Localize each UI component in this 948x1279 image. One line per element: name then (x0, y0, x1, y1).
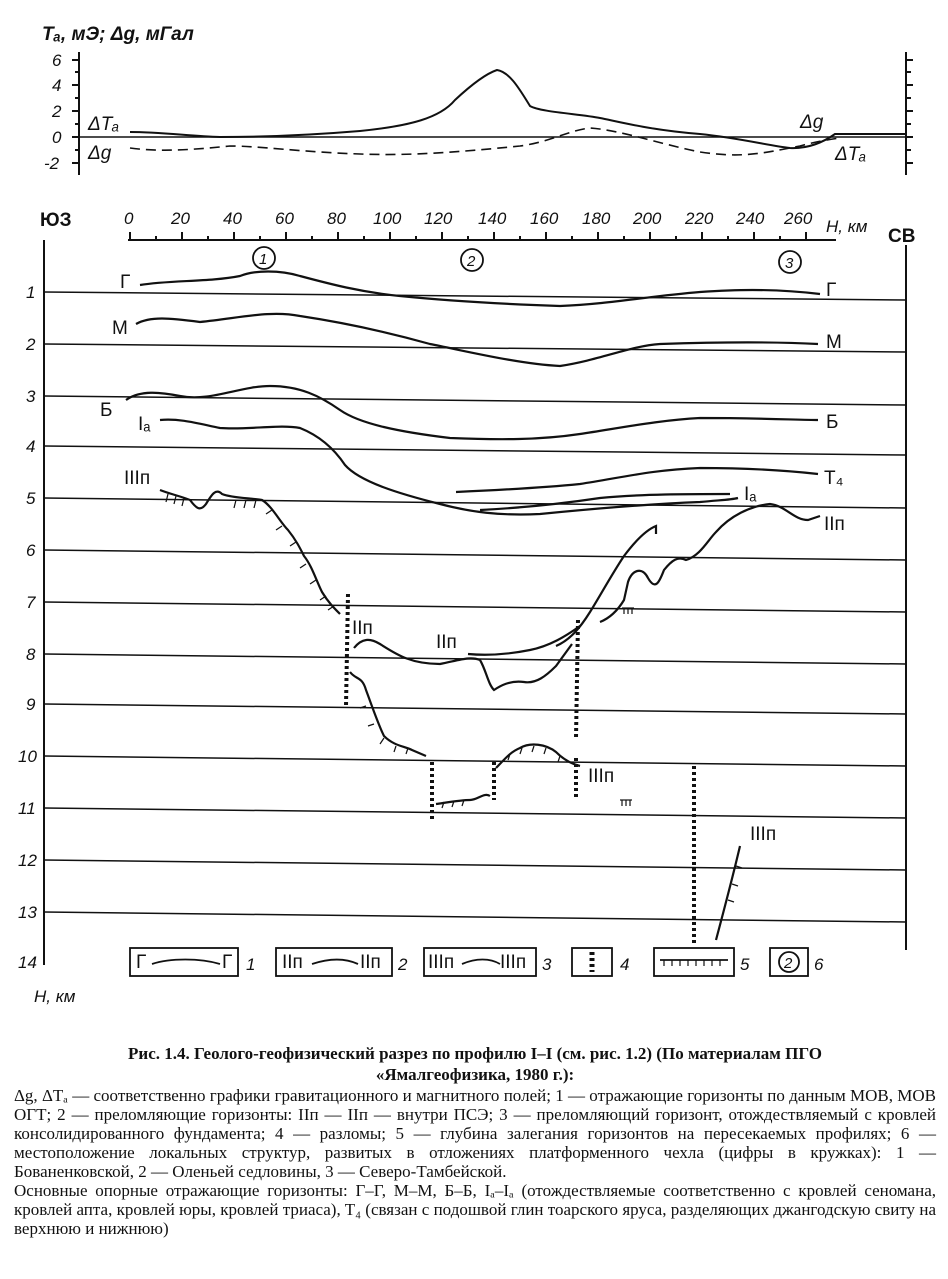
depth-tick: 2 (26, 335, 36, 354)
x-tick: 180 (582, 209, 611, 228)
depth-tick: 14 (18, 953, 37, 972)
label-Ta-right: ΔTₐ (835, 144, 867, 165)
label-G-right: Г (826, 280, 837, 301)
horizon-IIIp-step (350, 672, 426, 756)
x-tick: 20 (171, 209, 190, 228)
x-tick: 200 (633, 209, 662, 228)
x-tick: 120 (424, 209, 453, 228)
label-Ia-left: Iₐ (138, 414, 151, 435)
top-tick-2: 2 (52, 102, 62, 121)
x-tick: 100 (373, 209, 402, 228)
depth-tick: 3 (26, 387, 36, 406)
depth-tick: 10 (18, 747, 37, 766)
legend-item-5 (654, 948, 750, 976)
horizon-B (126, 386, 818, 439)
depth-tick: 12 (18, 851, 37, 870)
structure-marker-2 (461, 249, 483, 271)
label-g-right: Δg (800, 112, 824, 133)
structure-marker-1 (253, 247, 275, 269)
legend-item-4 (572, 948, 629, 976)
horizon-IIp-right (556, 504, 820, 646)
x-tick: 220 (685, 209, 714, 228)
label-IIp-right: IIп (824, 514, 845, 535)
top-tick-neg2: -2 (44, 154, 60, 173)
x-axis-ticks (124, 209, 813, 228)
svg-text:IIIп: IIIп (428, 952, 455, 973)
faults (346, 594, 694, 946)
caption-body-2: Основные опорные отражающие горизонты: Г–Г, М–М, Б–Б, Iₐ–Iₐ (отождествляемые соответственно с кровлей сеномана, кровлей апта, кровлей юры, кровлей триаса), T₄ (связан с подошвой глин тоарского яруса, разделяющих джангодскую свиту на верхнюю и нижнюю) (14, 1181, 936, 1238)
legend-item-2 (276, 948, 408, 976)
svg-text:Г: Г (136, 952, 147, 973)
svg-text:IIп: IIп (360, 952, 381, 973)
gravity-curve-dg (130, 128, 840, 155)
svg-text:3: 3 (785, 255, 794, 272)
top-tick-4: 4 (52, 76, 62, 95)
horizon-T4 (456, 468, 818, 492)
x-tick: 0 (124, 209, 134, 228)
x-axis-line (128, 232, 836, 240)
svg-text:3: 3 (542, 955, 552, 974)
top-tick-6: 6 (52, 51, 62, 70)
svg-text:2: 2 (398, 955, 408, 974)
legend (130, 948, 824, 976)
svg-text:Г: Г (222, 952, 233, 973)
depth-tick: 6 (26, 541, 36, 560)
x-tick: 80 (327, 209, 346, 228)
x-tick: 240 (736, 209, 765, 228)
label-Ia-right: Iₐ (744, 484, 757, 505)
horizon-IIp-inner (468, 626, 580, 655)
top-tick-0: 0 (52, 128, 62, 147)
svg-text:2: 2 (467, 253, 476, 270)
svg-text:5: 5 (740, 955, 750, 974)
x-tick: 60 (275, 209, 294, 228)
x-tick: 260 (784, 209, 813, 228)
depth-tick: 4 (26, 437, 36, 456)
depth-tick: 7 (26, 593, 36, 612)
label-B-right: Б (826, 412, 839, 433)
depth-tick: 8 (26, 645, 36, 664)
structure-marker-3 (779, 251, 801, 273)
depth-ticks (18, 283, 37, 972)
legend-item-1 (130, 948, 255, 976)
direction-sw: ЮЗ (40, 210, 72, 231)
label-Ta-left: ΔTₐ (88, 114, 120, 135)
legend-item-3 (424, 948, 552, 976)
caption-body-1: Δg, ΔTₐ — соответственно графики гравитационного и магнитного полей; 1 — отражающие горизонты по данным МОВ, МОВ ОГТ; 2 — преломляющие горизонты: IIп — IIп — внутри ПСЭ; 3 — преломляющий горизонт, отождествляемый с кровлей консолидированного фундамента; 4 — разломы; 5 — глубина залегания горизонтов на пересекаемых профилях; 6 — местоположение локальных структур, развитых в отложениях платформенного чехла (цифры в кружках): 1 — Бованенковской, 2 — Оленьей седловины, 3 — Северо-Тамбейской. (14, 1086, 936, 1181)
depth-grid (44, 292, 906, 922)
legend-item-6 (770, 948, 824, 976)
caption-title-line2: «Ямалгеофизика, 1980 г.): (375, 1065, 575, 1084)
svg-text:2: 2 (784, 955, 793, 972)
direction-ne: СВ (888, 226, 916, 247)
depth-unit: H, км (34, 987, 76, 1006)
horizon-IIIp-rise (496, 745, 580, 768)
figure-caption (14, 1044, 936, 1238)
x-tick: 160 (530, 209, 559, 228)
depth-tick: 1 (26, 283, 36, 302)
label-G-left: Г (120, 272, 131, 293)
horizon-M (136, 314, 818, 366)
label-M-left: М (112, 318, 128, 339)
depth-tick: 5 (26, 489, 36, 508)
x-tick: 40 (223, 209, 242, 228)
svg-text:IIIп: IIIп (500, 952, 527, 973)
caption-title-line1: Рис. 1.4. Геолого-геофизический разрез по профилю I–I (см. рис. 1.2) (По материалам ПГО (128, 1044, 822, 1063)
label-IIIp-left: IIIп (124, 468, 151, 489)
horizon-G (140, 272, 820, 307)
x-axis-unit: H, км (826, 217, 868, 236)
top-chart-left-axis (72, 52, 79, 175)
top-chart-right-axis (906, 52, 913, 175)
top-chart-ylabel: Tₐ, мЭ; Δg, мГал (42, 24, 194, 45)
svg-text:6: 6 (814, 955, 824, 974)
horizon-IIIp-deep (716, 846, 740, 940)
svg-text:1: 1 (246, 955, 256, 974)
label-M-right: М (826, 332, 842, 353)
svg-text:4: 4 (620, 955, 630, 974)
depth-tick: 11 (18, 799, 36, 818)
label-IIIp-deep: IIIп (750, 824, 777, 845)
label-IIp-a: IIп (352, 618, 373, 639)
label-B-left: Б (100, 400, 113, 421)
label-IIp-b: IIп (436, 632, 457, 653)
label-T4: T₄ (824, 468, 844, 489)
svg-text:1: 1 (259, 251, 268, 268)
label-g-left: Δg (88, 143, 112, 164)
depth-tick: 9 (26, 695, 36, 714)
depth-tick: 13 (18, 903, 37, 922)
label-IIIp-mid: IIIп (588, 766, 615, 787)
x-tick: 140 (478, 209, 507, 228)
svg-text:IIп: IIп (282, 952, 303, 973)
